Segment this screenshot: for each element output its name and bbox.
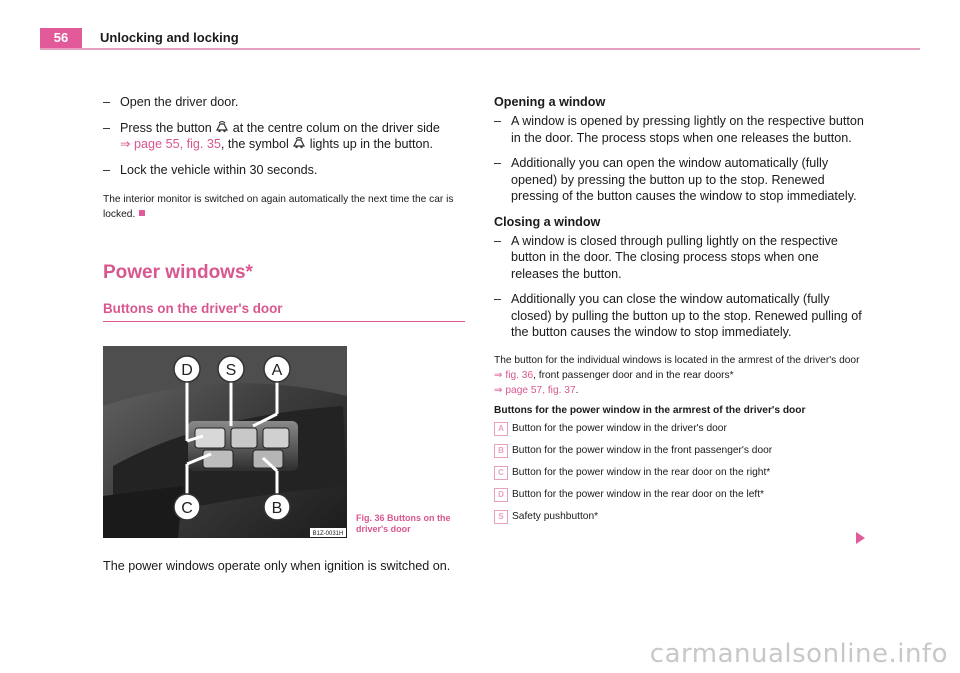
- figure-link[interactable]: ⇒ fig. 36: [494, 369, 534, 381]
- list-item: – Additionally you can close the window automatically (fully closed) by pulling the button up to the stop. Renewed pulling of the button causes the window to stop immediately.: [494, 292, 862, 339]
- list-item: – Press the button at the centre colum on the driver side ⇒ page 55, fig. 35, the symbol lights up in the button.: [103, 120, 440, 151]
- note-text: The interior monitor is switched on again automatically the next time the car is locked.: [103, 194, 454, 220]
- watermark: carmanualsonline.info: [649, 639, 948, 669]
- legend-item: A Button for the power window in the driver's door: [494, 422, 866, 436]
- list-item: – Open the driver door.: [103, 95, 239, 109]
- location-note: The button for the individual windows is located in the armrest of the driver's door ⇒ fig. 36, front passenger door and in the rear doors* ⇒ page 57, fig. 37.: [494, 354, 860, 396]
- legend-item: C Button for the power window in the rear door on the right*: [494, 466, 866, 480]
- opening-heading: Opening a window: [494, 95, 606, 109]
- ignition-note: The power windows operate only when ignition is switched on.: [103, 559, 451, 573]
- section-title: Power windows*: [103, 262, 253, 283]
- alarm-sensor-icon: [215, 120, 229, 133]
- closing-heading: Closing a window: [494, 214, 601, 229]
- list-item: – Additionally you can open the window automatically (fully opened) by pressing the button up to the stop. Renewed pressing of the button causes the window to stop immediately.: [494, 156, 857, 203]
- right-column: [494, 94, 866, 532]
- list-item: – A window is opened by pressing lightly on the respective button in the door. The process stops when one releases the button.: [494, 114, 864, 145]
- page-number: 56: [40, 28, 82, 48]
- legend-heading: Buttons for the power window in the armrest of the driver's door: [494, 404, 806, 416]
- legend-item: S Safety pushbutton*: [494, 510, 866, 524]
- list-item: – A window is closed through pulling lightly on the respective button in the door. The closing process stops when one releases the button.: [494, 233, 838, 281]
- figure-label-b: B: [271, 500, 283, 517]
- figure-label-s: S: [225, 362, 237, 379]
- figure-caption: Fig. 36 Buttons on the driver's door: [356, 513, 451, 534]
- page-link[interactable]: ⇒ page 57, fig. 37: [494, 384, 576, 396]
- figure-label-c: C: [181, 500, 193, 517]
- figure-code: B1Z-0031H: [312, 531, 344, 537]
- figure-label-a: A: [271, 362, 283, 379]
- list-item: – Lock the vehicle within 30 seconds.: [103, 162, 318, 177]
- end-marker-icon: [139, 210, 145, 216]
- next-page-arrow-icon[interactable]: [856, 532, 865, 544]
- legend-item: B Button for the power window in the front passenger's door: [494, 444, 866, 458]
- legend-item: D Button for the power window in the rear door on the left*: [494, 488, 866, 502]
- door-buttons-figure: [103, 346, 347, 538]
- left-column: [103, 94, 465, 322]
- figure-label-d: D: [181, 362, 193, 379]
- sub-title: Buttons on the driver's door: [103, 300, 465, 322]
- page-link[interactable]: ⇒ page 55, fig. 35: [120, 137, 221, 151]
- alarm-sensor-icon: [292, 136, 306, 149]
- page-title: Unlocking and locking: [100, 30, 239, 45]
